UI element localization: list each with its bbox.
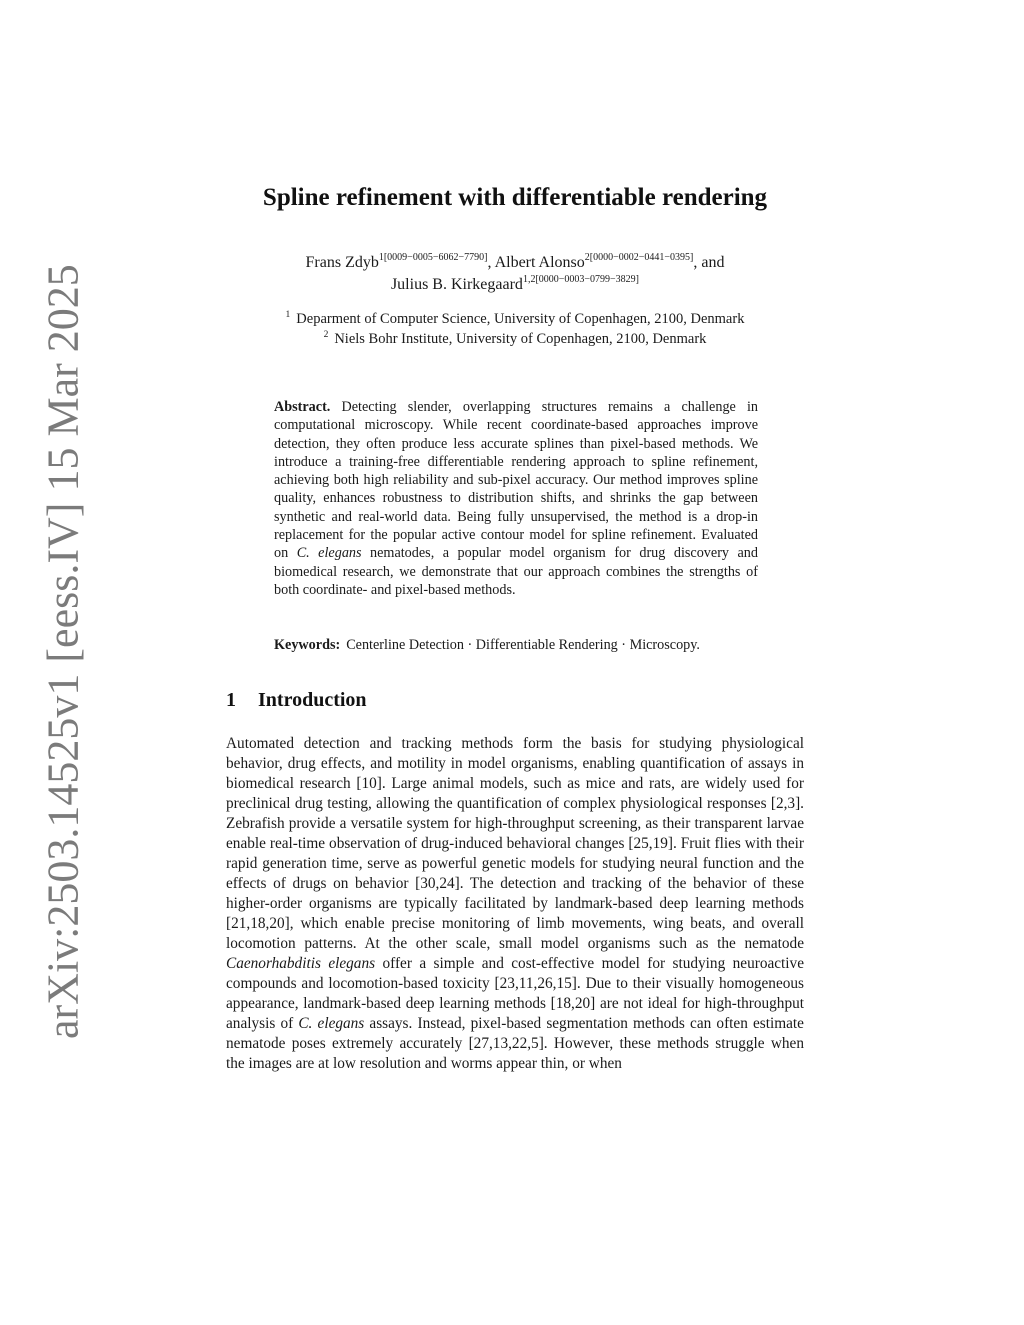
paragraph-text: offer a simple and cost-effective model for studying neuroactive compounds and locomotion-based toxicity [23,11,26,15]. Due to their visually homogeneous appearance, landmark-based deep learning methods [18,20] are not ideal for high-throughput analysis of [226,955,804,1032]
author-name: Julius B. Kirkegaard [390,276,523,293]
author-separator: , and [693,254,725,271]
author-name: Albert Alonso [494,254,585,271]
author-name: Frans Zdyb [305,254,379,271]
keywords [274,636,774,654]
keywords-text: Centerline Detection · Differentiable Rendering · Microscopy. [346,637,700,653]
abstract-text: nematodes, a popular model organism for drug discovery and biomedical research, we demonstrate that our approach combines the strengths of both coordinate- and pixel-based methods. [274,545,758,598]
abstract-text: Detecting slender, overlapping structures remains a challenge in computational microscopy. While recent coordinate-based approaches improve detection, they often produce less accurate splines than pixel-based methods. We introduce a training-free differentiable rendering approach to spline refinement, achieving both high reliability and sub-pixel accuracy. Our method improves spline quality, enhances robustness to distribution shifts, and shrinks the gap between synthetic and real-world data. Being fully unsupervised, the method is a drop-in replacement for the popular active contour model for spline refinement. Evaluated on [274,399,759,562]
introduction-body [226,734,804,1074]
keywords-label: Keywords: [274,637,341,653]
section-title: Introduction [258,689,367,711]
paper-title: Spline refinement with differentiable rendering [262,184,768,211]
species-name: Caenorhabditis elegans [226,955,376,972]
affiliation-text: Deparment of Computer Science, University of Copenhagen, 2100, Denmark [296,311,745,327]
section-heading-introduction [226,689,626,712]
species-name: C. elegans [298,1015,365,1032]
author-separator: , [487,254,495,271]
author-list [160,252,870,296]
affiliation-mark: 1 [285,310,291,320]
arxiv-identifier-stamp: arXiv:2503.14525v1 [eess.IV] 15 Mar 2025 [38,264,88,1040]
section-number: 1 [226,689,236,711]
affiliation-mark: 2 [323,330,329,340]
author-orcid: 1[0009−0005−6062−7790] [378,252,488,263]
abstract-species-name: C. elegans [296,545,362,562]
paragraph-text: assays. Instead, pixel-based segmentation methods can often estimate nematode poses extremely accurately [27,13,22,5]. However, these methods struggle when the images are at low resolution and worms appear thin, or when [226,1015,804,1072]
author-orcid: 2[0000−0002−0441−0395] [584,252,694,263]
affiliation-text: Niels Bohr Institute, University of Copenhagen, 2100, Denmark [334,331,707,347]
abstract [274,398,758,599]
author-orcid: 1,2[0000−0003−0799−3829] [522,274,640,285]
paragraph-text: Automated detection and tracking methods form the basis for studying physiological behavior, drug effects, and motility in model organisms, enabling quantification of assays in biomedical research [10]. Large animal models, such as mice and rats, are widely used for preclinical drug testing, allowing the quantification of complex physiological responses [2,3]. Zebrafish provide a versatile system for high-throughput screening, as their transparent larvae enable real-time observation of drug-induced behavioral changes [25,19]. Fruit flies with their rapid generation time, serve as powerful genetic models for studying neural function and the effects of drugs on behavior [30,24]. The detection and tracking of the behavior of these higher-order organisms are typically facilitated by landmark-based deep learning methods [21,18,20], which enable precise monitoring of limb movements, wing beats, and overall locomotion patterns. At the other scale, small model organisms such as the nematode [226,735,804,952]
affiliation-list [160,309,870,349]
affiliation-item [160,309,870,329]
abstract-label: Abstract. [274,399,331,415]
affiliation-item [160,329,870,349]
paragraph [226,734,804,1074]
